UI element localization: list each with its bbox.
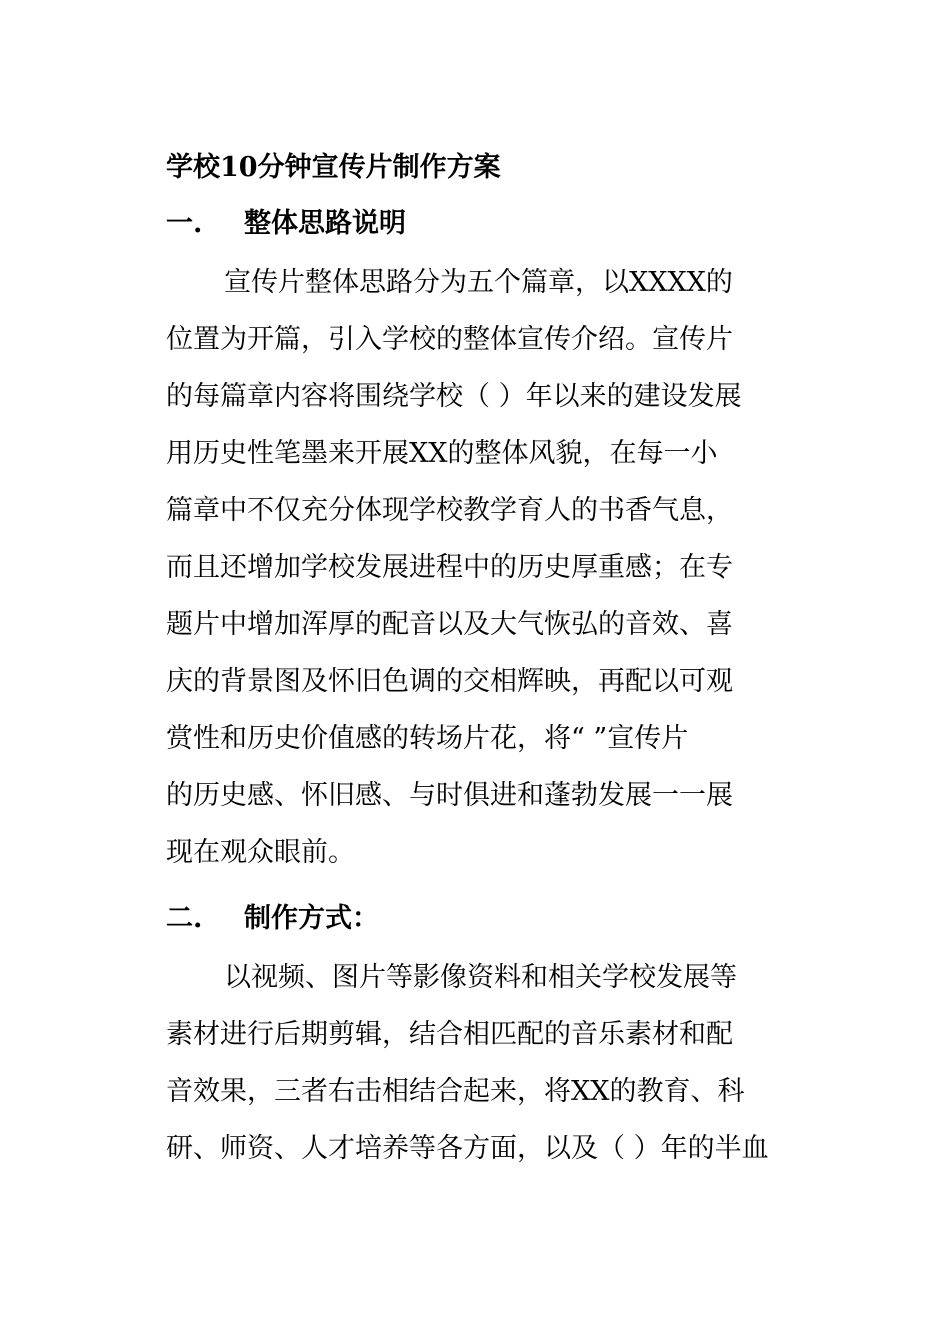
section-number-2: 二. <box>166 903 203 934</box>
paragraph-line: 素材进行后期剪辑，结合相匹配的音乐素材和配 <box>166 1019 733 1050</box>
section-title-2: 制作方式： <box>244 903 379 934</box>
section-heading-2 <box>166 899 786 939</box>
paragraph-line: 以视频、图片等影像资料和相关学校发展等 <box>224 962 737 993</box>
paragraph-line: 庆的背景图及怀旧色调的交相辉映，再配以可观 <box>166 666 733 697</box>
section-gap <box>166 881 786 899</box>
paragraph-line: 用历史性笔墨来开展XX的整体风貌，在每一小 <box>166 438 718 469</box>
section-paragraph-2 <box>166 949 786 1177</box>
paragraph-line: 的历史感、怀旧感、与时俱进和蓬勃发展一一展 <box>166 780 733 811</box>
section-number-1: 一. <box>166 208 203 239</box>
paragraph-line: 现在观众眼前。 <box>166 837 355 868</box>
section-paragraph-1 <box>166 254 786 881</box>
paragraph-line: 题片中增加浑厚的配音以及大气恢弘的音效、喜 <box>166 609 733 640</box>
section-title-1: 整体思路说明 <box>244 208 406 239</box>
section-heading-1 <box>166 204 786 244</box>
paragraph-line: 研、师资、人才培养等各方面，以及（ ）年的半血 <box>166 1133 769 1164</box>
document-title: 学校10分钟宣传片制作方案 <box>166 152 501 183</box>
document-body <box>166 148 786 1177</box>
paragraph-line: 赏性和历史价值感的转场片花，将“ ”宣传片 <box>166 723 689 754</box>
paragraph-line: 宣传片整体思路分为五个篇章，以XXXX的 <box>224 267 733 298</box>
paragraph-line: 的每篇章内容将围绕学校（ ）年以来的建设发展 <box>166 381 742 412</box>
paragraph-line: 篇章中不仅充分体现学校教学育人的书香气息， <box>166 495 733 526</box>
paragraph-line: 音效果，三者右击相结合起来，将XX的教育、科 <box>166 1076 745 1107</box>
paragraph-line: 位置为开篇，引入学校的整体宣传介绍。宣传片 <box>166 324 733 355</box>
paragraph-line: 而且还增加学校发展进程中的历史厚重感；在专 <box>166 552 733 583</box>
